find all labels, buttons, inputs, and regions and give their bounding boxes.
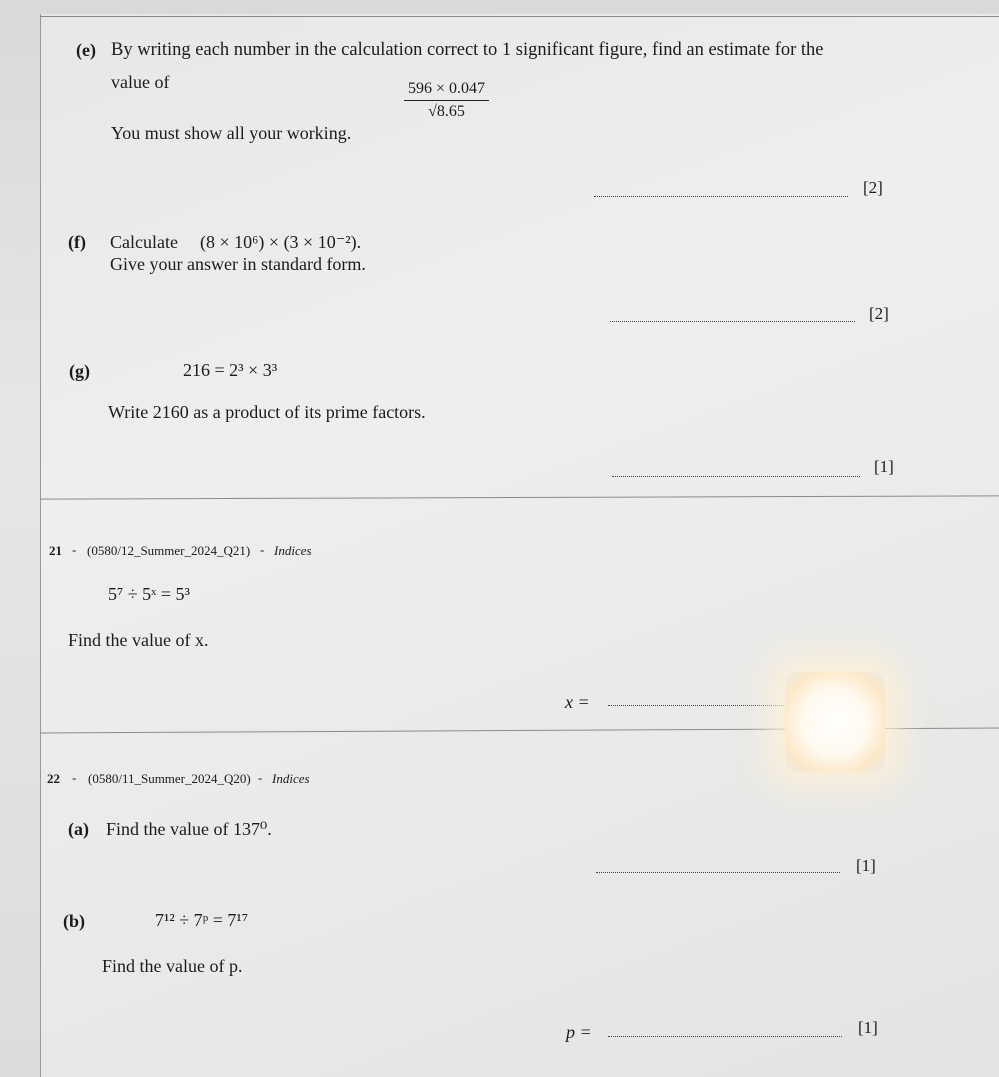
part-e-answer-line[interactable] <box>594 196 848 197</box>
estimate-fraction <box>404 80 489 121</box>
q22-part-b-equation: 7¹² ÷ 7ᵖ = 7¹⁷ <box>155 910 249 930</box>
part-g-label: (g) <box>69 361 90 381</box>
q22-part-a-answer-line[interactable] <box>596 872 840 873</box>
q22-number: 22 <box>47 771 60 786</box>
q22-part-a-label: (a) <box>68 819 89 839</box>
part-e-question-line2: value of <box>111 72 170 92</box>
part-g-instruction: Write 2160 as a product of its prime factors. <box>108 402 426 422</box>
q21-source: (0580/12_Summer_2024_Q21) <box>87 543 251 558</box>
q22-dash: - <box>72 770 77 785</box>
q21-answer-line[interactable] <box>608 705 788 706</box>
part-g-equation: 216 = 2³ × 3³ <box>183 360 278 380</box>
q22-source: (0580/11_Summer_2024_Q20) <box>88 771 251 786</box>
q22-topic: Indices <box>272 771 310 786</box>
part-f-calculate: Calculate <box>110 232 178 252</box>
q21-instruction: Find the value of x. <box>68 630 209 650</box>
part-f-label: (f) <box>68 232 86 252</box>
q21-dash-2: - <box>260 542 265 557</box>
q21-number: 21 <box>49 543 62 558</box>
q22-part-b-label: (b) <box>63 911 85 931</box>
part-f-instruction: Give your answer in standard form. <box>110 254 366 274</box>
q22-part-b-instruction: Find the value of p. <box>102 956 243 976</box>
q22-part-b-answer-line[interactable] <box>608 1036 842 1037</box>
fraction-denominator: √8.65 <box>428 103 465 120</box>
q21-answer-label: x = <box>565 692 590 712</box>
fraction-numerator: 596 × 0.047 <box>404 80 489 101</box>
part-g-answer-line[interactable] <box>612 476 860 477</box>
q22-part-b-marks: [1] <box>858 1018 878 1037</box>
q21-equation: 5⁷ ÷ 5ˣ = 5³ <box>108 584 190 604</box>
part-e-label: (e) <box>76 40 96 60</box>
q21-topic: Indices <box>274 543 312 558</box>
q21-dash: - <box>72 542 77 557</box>
q22-part-a-marks: [1] <box>856 856 876 875</box>
part-f-answer-line[interactable] <box>610 321 855 322</box>
part-e-instruction: You must show all your working. <box>111 123 352 143</box>
part-e-marks: [2] <box>863 178 883 197</box>
q22-dash-2: - <box>258 770 263 785</box>
part-f-marks: [2] <box>869 304 889 323</box>
q22-part-b-answer-label: p = <box>566 1022 592 1042</box>
part-g-marks: [1] <box>874 457 894 476</box>
part-f-expression: (8 × 10⁶) × (3 × 10⁻²). <box>200 232 362 252</box>
light-glare <box>785 672 885 772</box>
part-e-question-line1: By writing each number in the calculation correct to 1 significant figure, find an estimate for the <box>111 40 824 60</box>
q22-part-a-text: Find the value of 137⁰. <box>106 819 272 839</box>
top-divider <box>40 16 999 17</box>
